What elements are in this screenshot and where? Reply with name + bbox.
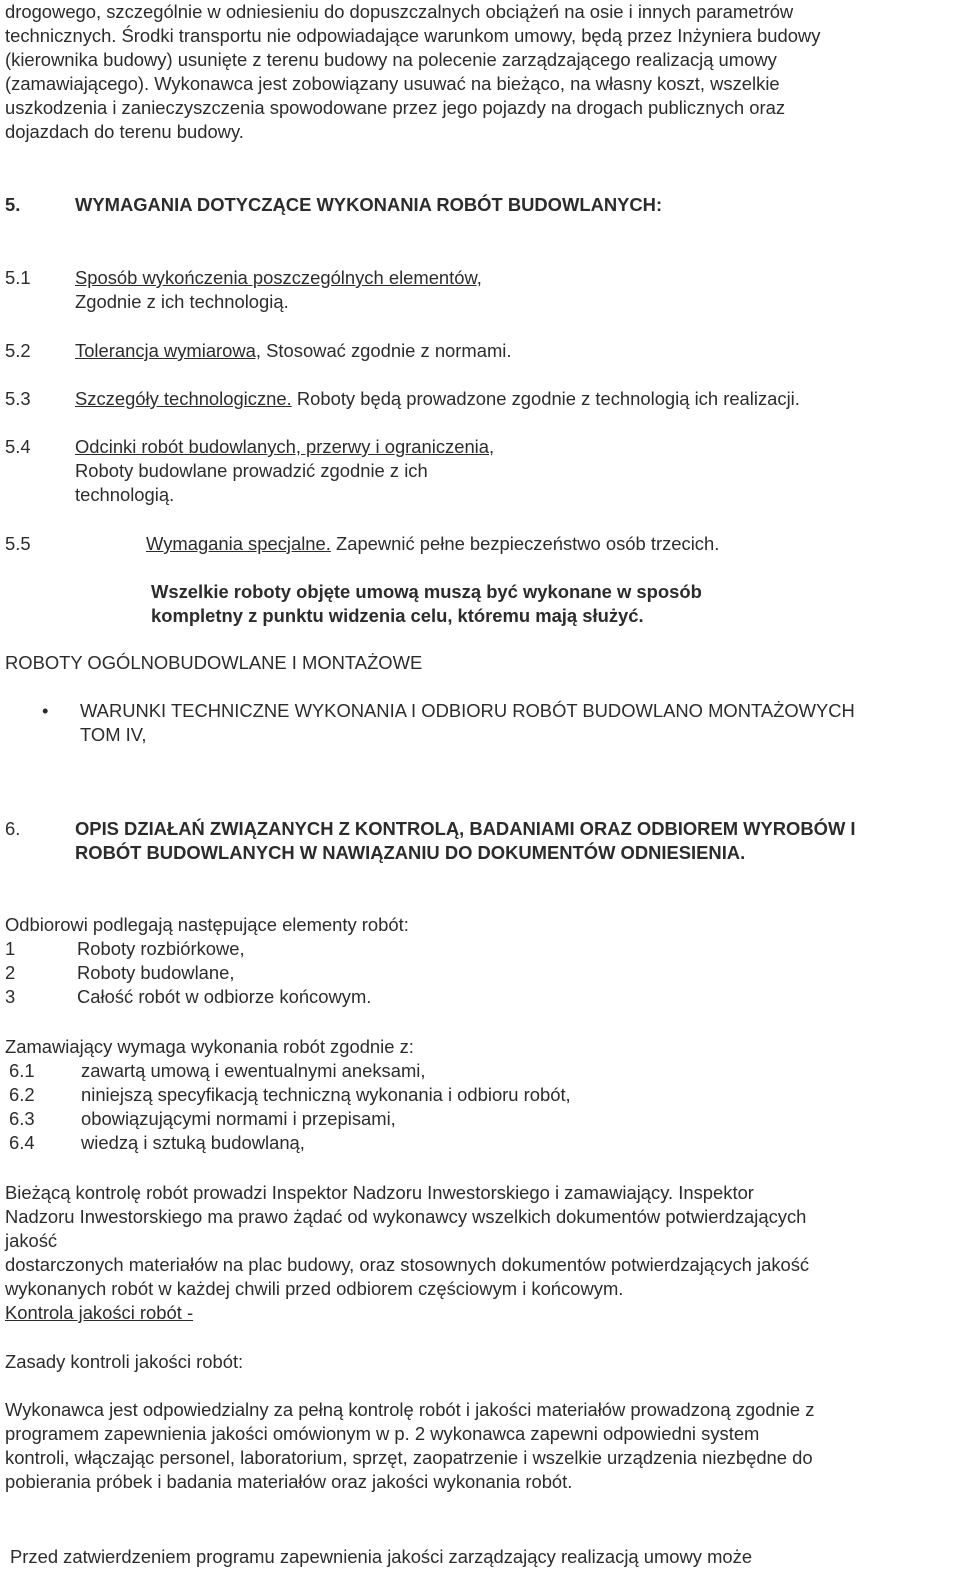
intro-line: (kierownika budowy) usunięte z terenu budowy na polecenie zarządzającego realizacją umowy xyxy=(5,49,777,70)
control-line: dostarczonych materiałów na plac budowy, oraz stosownych dokumentów potwierdzających jakość xyxy=(5,1254,810,1275)
list-number: 1 xyxy=(5,938,16,959)
intro-line: (zamawiającego). Wykonawca jest zobowiązany usuwać na bieżąco, na własny koszt, wszelkie xyxy=(5,73,780,94)
general-heading: ROBOTY OGÓLNOBUDOWLANE I MONTAŻOWE xyxy=(5,652,423,673)
intro-line: uszkodzenia i zanieczyszczenia spowodowane przez jego pojazdy na drogach publicznych oraz xyxy=(5,97,786,118)
intro-line: dojazdach do terenu budowy. xyxy=(5,121,244,142)
section-5-number: 5. xyxy=(5,194,21,215)
control-line: jakość xyxy=(5,1230,58,1251)
item-text: Zapewnić pełne bezpieczeństwo osób trzecich. xyxy=(335,533,720,554)
item-heading: Szczegóły technologiczne. xyxy=(75,388,292,409)
responsibility-line: programem zapewnienia jakości omówionym w p. 2 wykonawca zapewni odpowiedni system xyxy=(5,1423,760,1444)
section-6-title: ROBÓT BUDOWLANYCH W NAWIĄZANIU DO DOKUMENTÓW ODNIESIENIA. xyxy=(75,842,746,863)
item-text: Roboty będą prowadzone zgodnie z technologią ich realizacji. xyxy=(296,388,800,409)
item-number: 5.1 xyxy=(5,267,31,288)
bold-note-line: Wszelkie roboty objęte umową muszą być wykonane w sposób xyxy=(151,581,702,602)
responsibility-line: Wykonawca jest odpowiedzialny za pełną kontrolę robót i jakości materiałów prowadzoną zgodnie z xyxy=(5,1399,815,1420)
list-item: zawartą umową i ewentualnymi aneksami, xyxy=(81,1060,426,1081)
control-line: Bieżącą kontrolę robót prowadzi Inspektor Nadzoru Inwestorskiego i zamawiający. Inspektor xyxy=(5,1182,754,1203)
responsibility-line: pobierania próbek i badania materiałów oraz jakości wykonania robót. xyxy=(5,1471,573,1492)
item-heading: Sposób wykończenia poszczególnych elementów, xyxy=(75,267,482,288)
control-line: Nadzoru Inwestorskiego ma prawo żądać od wykonawcy wszelkich dokumentów potwierdzających xyxy=(5,1206,807,1227)
acceptance-intro: Odbiorowi podlegają następujące elementy robót: xyxy=(5,914,409,935)
intro-line: drogowego, szczególnie w odniesieniu do dopuszczalnych obciążeń na osie i innych parametrów xyxy=(5,1,794,22)
list-number: 3 xyxy=(5,986,16,1007)
list-number: 6.2 xyxy=(9,1084,35,1105)
quality-heading: Kontrola jakości robót - xyxy=(5,1302,194,1323)
item-number: 5.2 xyxy=(5,340,31,361)
item-number: 5.5 xyxy=(5,533,31,554)
list-item: wiedzą i sztuką budowlaną, xyxy=(81,1132,305,1153)
list-number: 6.4 xyxy=(9,1132,35,1153)
list-item: obowiązującymi normami i przepisami, xyxy=(81,1108,396,1129)
list-item: Roboty budowlane, xyxy=(77,962,235,983)
list-number: 6.3 xyxy=(9,1108,35,1129)
bullet-dot: • xyxy=(42,700,49,721)
list-number: 2 xyxy=(5,962,16,983)
last-line: Przed zatwierdzeniem programu zapewnienia jakości zarządzający realizacją umowy może xyxy=(10,1546,753,1567)
bold-note-line: kompletny z punktu widzenia celu, któremu mają służyć. xyxy=(151,605,644,626)
item-heading: Tolerancja wymiarowa, xyxy=(75,340,262,361)
list-number: 6.1 xyxy=(9,1060,35,1081)
section-6-number: 6. xyxy=(5,818,21,839)
control-line: wykonanych robót w każdej chwili przed odbiorem częściowym i końcowym. xyxy=(5,1278,624,1299)
item-line xyxy=(75,339,511,363)
item-heading: Odcinki robót budowlanych, przerwy i ograniczenia, xyxy=(75,436,495,457)
item-text: Zgodnie z ich technologią. xyxy=(75,291,289,312)
list-item: niniejszą specyfikacją techniczną wykonania i odbioru robót, xyxy=(81,1084,571,1105)
item-text: Roboty budowlane prowadzić zgodnie z ich xyxy=(75,460,428,481)
list-item: Całość robót w odbiorze końcowym. xyxy=(77,986,372,1007)
requirements-intro: Zamawiający wymaga wykonania robót zgodnie z: xyxy=(5,1036,414,1057)
bullet-line: TOM IV, xyxy=(80,724,147,745)
section-6-title: OPIS DZIAŁAŃ ZWIĄZANYCH Z KONTROLĄ, BADANIAMI ORAZ ODBIOREM WYROBÓW I xyxy=(75,818,856,839)
item-heading: Wymagania specjalne. xyxy=(146,533,331,554)
section-5-title: WYMAGANIA DOTYCZĄCE WYKONANIA ROBÓT BUDOWLANYCH: xyxy=(75,194,663,215)
item-text: technologią. xyxy=(75,484,175,505)
list-item: Roboty rozbiórkowe, xyxy=(77,938,245,959)
item-line xyxy=(75,387,800,411)
intro-line: technicznych. Środki transportu nie odpowiadające warunkom umowy, będą przez Inżyniera budowy xyxy=(5,25,821,46)
bullet-line: WARUNKI TECHNICZNE WYKONANIA I ODBIORU ROBÓT BUDOWLANO MONTAŻOWYCH xyxy=(80,700,855,721)
item-text: Stosować zgodnie z normami. xyxy=(266,340,512,361)
item-number: 5.4 xyxy=(5,436,31,457)
responsibility-line: kontroli, włączając personel, laboratorium, sprzęt, zaopatrzenie i wszelkie urządzenia niezbędne do xyxy=(5,1447,813,1468)
item-line xyxy=(146,532,719,556)
principles-heading: Zasady kontroli jakości robót: xyxy=(5,1351,244,1372)
item-number: 5.3 xyxy=(5,388,31,409)
